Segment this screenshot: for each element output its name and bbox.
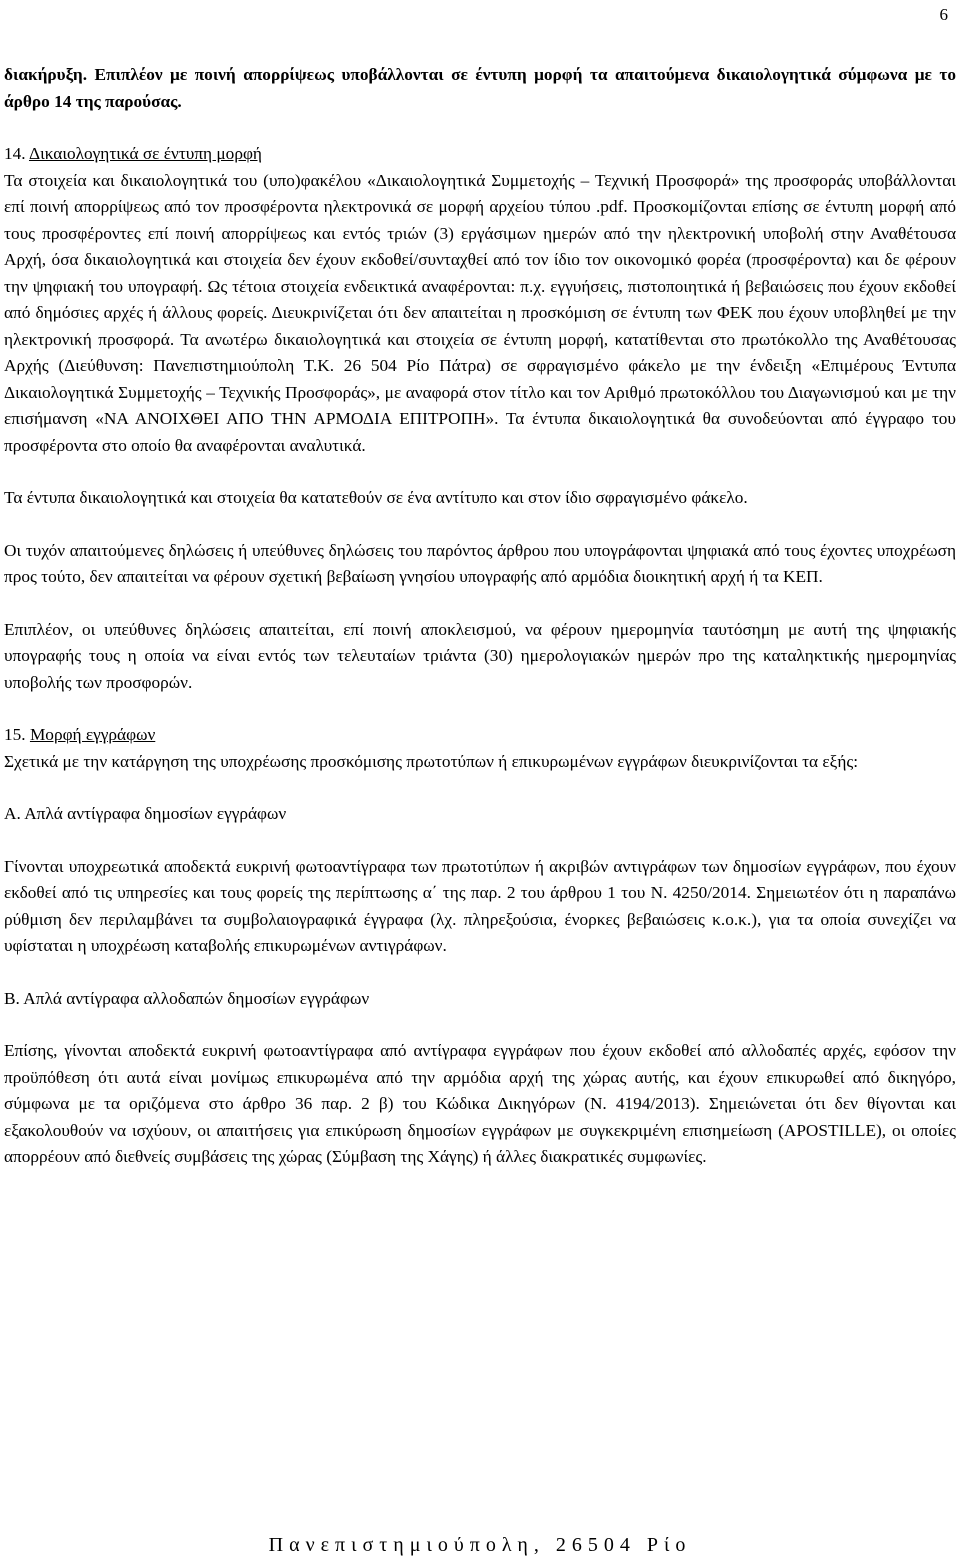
section-14-number: 14. xyxy=(4,144,26,163)
subsection-b-title: Απλά αντίγραφα αλλοδαπών δημοσίων εγγράφων xyxy=(23,988,370,1008)
section-14-paragraph-1a: Τα στοιχεία και δικαιολογητικά του (υπο)φακέλου «Δικαιολογητικά Συμμετοχής – Τεχνική Προσφορά» της προσφοράς υποβάλλονται επί ποινή απορρίψεως από τον προσφέροντα ηλεκτρονικά σε μορφή αρχείου τύπου .pdf. xyxy=(4,170,956,216)
section-14-paragraph-1 xyxy=(4,168,956,460)
section-14-paragraph-4: Επιπλέον, οι υπεύθυνες δηλώσεις απαιτείται, επί ποινή αποκλεισμού, να φέρουν ημερομηνία ταυτόσημη με αυτή της ψηφιακής υπογραφής τους η οποία να είναι εντός των τελευταίων τριάντα (30) ημερολογιακών ημερών προ της καταληκτικής ημερομηνίας υποβολής των προσφορών. xyxy=(4,619,956,692)
intro-paragraph: διακήρυξη. Επιπλέον με ποινή απορρίψεως υποβάλλονται σε έντυπη μορφή τα απαιτούμενα δικαιολογητικά σύμφωνα με το άρθρο 14 της παρούσας. xyxy=(4,65,956,111)
section-15-heading xyxy=(4,722,956,749)
section-15-intro: Σχετικά με την κατάργηση της υποχρέωσης προσκόμισης πρωτοτύπων ή επικυρωμένων εγγράφων διευκρινίζονται τα εξής: xyxy=(4,751,859,771)
subsection-b-letter: Β. xyxy=(4,988,20,1008)
subsection-b-heading xyxy=(4,986,956,1013)
subsection-a-text: Γίνονται υποχρεωτικά αποδεκτά ευκρινή φωτοαντίγραφα των πρωτοτύπων ή ακριβών αντιγράφων των δημοσίων εγγράφων, που έχουν εκδοθεί από τις υπηρεσίες και τους φορείς της περίπτωσης α΄ της παρ. 2 του άρθρου 1 του Ν. 4250/2014. Σημειωτέον ότι η παραπάνω ρύθμιση δεν περιλαμβάνει τα συμβολαιογραφικά έγγραφα (λχ. πληρεξούσια, ένορκες βεβαιώσεις κ.ο.κ.), για τα οποία συνεχίζει να υφίσταται η υποχρέωση καταβολής επικυρωμένων αντιγράφων. xyxy=(4,856,956,955)
section-14-paragraph-3: Οι τυχόν απαιτούμενες δηλώσεις ή υπεύθυνες δηλώσεις του παρόντος άρθρου που υπογράφονται ψηφιακά από τους έχοντες υποχρέωση προς τούτο, δεν απαιτείται να φέρουν σχετική βεβαίωση γνησίου υπογραφής από αρμόδια διοικητική αρχή ή τα ΚΕΠ. xyxy=(4,540,956,586)
subsection-a-heading xyxy=(4,801,956,828)
section-14-title: Δικαιολογητικά σε έντυπη μορφή xyxy=(28,144,262,163)
subsection-a-letter: Α. xyxy=(4,804,21,823)
page-number: 6 xyxy=(939,5,948,24)
subsection-a-title: Απλά αντίγραφα δημοσίων εγγράφων xyxy=(24,804,287,823)
section-14-paragraph-1b: Προσκομίζονται επίσης σε έντυπη μορφή από τους προσφέροντες επί ποινή απορρίψεως και εντός τριών (3) εργάσιμων ημερών από την ηλεκτρονική υποβολή στην Αναθέτουσα Αρχή, όσα δικαιολογητικά και στοιχεία δεν έχουν εκδοθεί/συνταχθεί από τον ίδιο τον οικονομικό φορέα (προσφέροντα) και δε φέρουν την ψηφιακή του υπογραφή. Ως τέτοια στοιχεία ενδεικτικά αναφέρονται: π.χ. εγγυήσεις, πιστοποιητικά ή βεβαιώσεις που έχουν εκδοθεί από δημόσιες αρχές ή άλλους φορείς. Διευκρινίζεται ότι δεν απαιτείται η προσκόμιση σε έντυπη των ΦΕΚ που έχουν υποβληθεί με την ηλεκτρονική προσφορά. Τα ανωτέρω δικαιολογητικά και στοιχεία σε έντυπη μορφή, κατατίθενται στο πρωτόκολλο της Αναθέτουσας Αρχής (Διεύθυνση: Πανεπιστημιούπολη Τ.Κ. 26 504 Ρίο Πάτρα) σε σφραγισμένο φάκελο με την ένδειξη «Επιμέρους Έντυπα Δικαιολογητικά Συμμετοχής – Τεχνικής Προσφοράς», με αναφορά στον τίτλο και τον Αριθμό πρωτοκόλλου του Διαγωνισμού και με την επισήμανση «ΝΑ ΑΝΟΙΧΘΕΙ ΑΠΟ ΤΗΝ ΑΡΜΟΔΙΑ ΕΠΙΤΡΟΠΗ». Τα έντυπα δικαιολογητικά θα συνοδεύονται από έγγραφο του προσφέροντα στο οποίο θα αναφέρονται αναλυτικά. xyxy=(4,197,957,455)
section-15-number: 15. xyxy=(4,725,26,744)
section-14-heading xyxy=(4,141,956,168)
section-14-paragraph-2: Τα έντυπα δικαιολογητικά και στοιχεία θα κατατεθούν σε ένα αντίτυπο και στον ίδιο σφραγισμένο φάκελο. xyxy=(4,488,748,507)
page-footer: Πανεπιστημιούπολη, 26504 Ρίο xyxy=(268,1534,692,1556)
subsection-b-text: Επίσης, γίνονται αποδεκτά ευκρινή φωτοαντίγραφα από αντίγραφα εγγράφων που έχουν εκδοθεί από αλλοδαπές αρχές, εφόσον την προϋπόθεση ότι αυτά είναι μονίμως επικυρωμένα από την αρμόδια αρχή της χώρας αυτής, και έχουν επικυρωθεί από δικηγόρο, σύμφωνα με τα οριζόμενα στο άρθρο 36 παρ. 2 β) του Κώδικα Δικηγόρων (Ν. 4194/2013). Σημειώνεται ότι δεν θίγονται και εξακολουθούν να ισχύουν, οι απαιτήσεις για επικύρωση δημοσίων εγγράφων με συγκεκριμένη επισημείωση (APOSTILLE), οι οποίες απορρέουν από διεθνείς συμβάσεις της χώρας (Σύμβαση της Χάγης) ή άλλες διακρατικές συμφωνίες. xyxy=(4,1041,956,1166)
section-15-title: Μορφή εγγράφων xyxy=(29,725,156,744)
document-body xyxy=(4,62,956,1171)
